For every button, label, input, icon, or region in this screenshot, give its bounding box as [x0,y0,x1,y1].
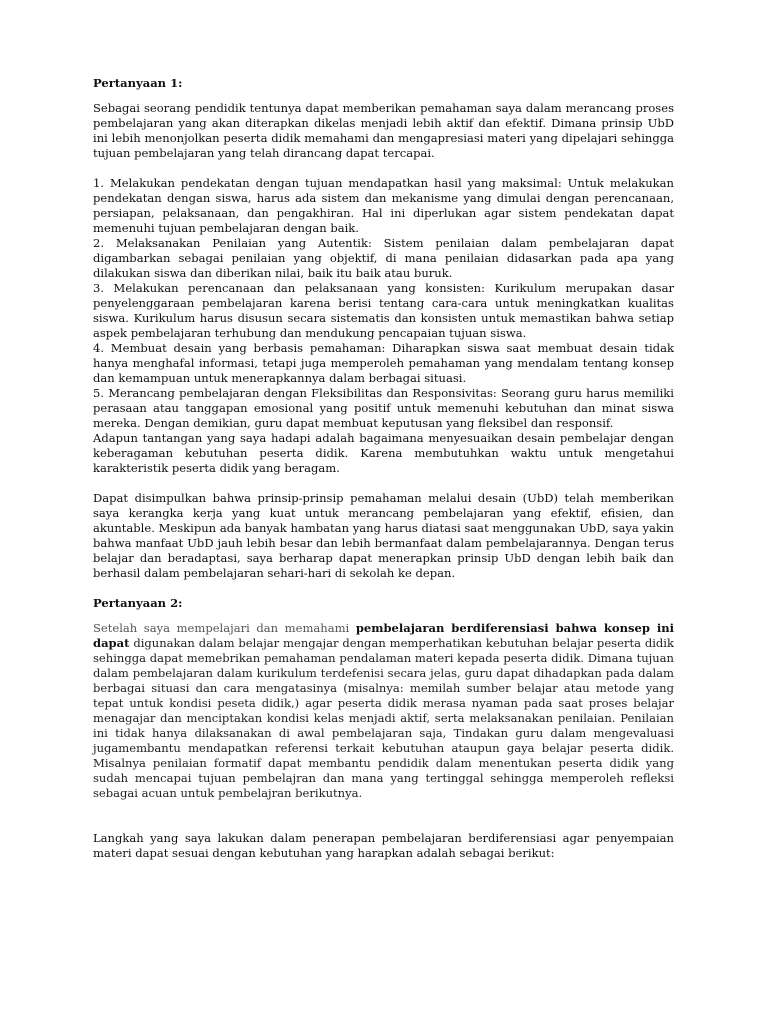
document-page [93,76,674,876]
question-1-list [93,176,674,476]
list-item: 1. Melakukan pendekatan dengan tujuan mendapatkan hasil yang maksimal: Untuk melakukan pendekatan dengan siswa, harus ada sistem dan mekanisme yang dimulai dengan perencanaan, persiapan, pelaksanaan, dan pengakhiran. Hal ini diperlukan agar sistem pendekatan dapat memenuhi tujuan pembelajaran dengan baik. [93,176,674,235]
list-item: 2. Melaksanakan Penilaian yang Autentik: Sistem penilaian dalam pembelajaran dapat digambarkan sebagai penilaian yang objektif, di mana penilaian didasarkan pada apa yang dilakukan siswa dan diberikan nilai, baik itu baik atau buruk. [93,236,674,280]
question-2-heading: Pertanyaan 2: [93,596,183,610]
question-2-body: digunakan dalam belajar mengajar dengan memperhatikan kebutuhan belajar peserta didik sehingga dapat memebrikan pemahaman pendalaman materi kepada peserta didik. Dimana tujuan dalam pembelajaran dalam kurikulum terdefenisi secara jelas, guru dapat dihadapkan pada dalam berbagai situasi dan cara mengatasinya (misalnya: memilah sumber belajar atau metode yang tepat untuk kondisi peseta didik,) agar peserta didik merasa nyaman pada saat proses belajar menagajar dan menciptakan kondisi kelas menjadi aktif, serta melaksanakan penilaian. Penilaian ini tidak hanya dilaksanakan di awal pembelajaran saja, Tindakan guru dalam mengevaluasi jugamembantu mendapatkan referensi terkait kebutuhan ataupun gaya belajar peserta didik. Misalnya penilaian formatif dapat membantu pendidik dalam menentukan peserta didik yang sudah mencapai tujuan pembelajran dan mana yang tertinggal sehingga memperoleh refleksi sebagai acuan untuk pembelajran berikutnya. [93,636,674,800]
list-item: 3. Melakukan perencanaan dan pelaksanaan yang konsisten: Kurikulum merupakan dasar penyelenggaraan pembelajaran karena berisi tentang cara-cara untuk meningkatkan kualitas siswa. Kurikulum harus disusun secara sistematis dan konsisten untuk memastikan bahwa setiap aspek pembelajaran terhubung dan mendukung pencapaian tujuan siswa. [93,281,674,340]
question-1-intro: Sebagai seorang pendidik tentunya dapat memberikan pemahaman saya dalam merancang proses pembelajaran yang akan diterapkan dikelas menjadi lebih aktif dan efektif. Dimana prinsip UbD ini lebih menonjolkan peserta didik memahami dan mengapresiasi materi yang dipelajari sehingga tujuan pembelajaran yang telah dirancang dapat tercapai. [93,101,674,160]
question-2-bold-phrase: pembelajaran berdiferensiasi bahwa konsep ini dapat [93,621,674,650]
list-item: 5. Merancang pembelajaran dengan Fleksibilitas dan Responsivitas: Seorang guru harus memiliki perasaan atau tanggapan emosional yang positif untuk memenuhi kebutuhan dan minat siswa mereka. Dengan demikian, guru dapat membuat keputusan yang fleksibel dan responsif. [93,386,674,430]
question-2-paragraph [93,621,674,801]
spacer [93,816,674,831]
list-item: 4. Membuat desain yang berbasis pemahaman: Diharapkan siswa saat membuat desain tidak hanya menghafal informasi, tetapi juga memperoleh pemahaman yang mendalam tentang konsep dan kemampuan untuk menerapkannya dalam berbagai situasi. [93,341,674,385]
challenge-paragraph: Adapun tantangan yang saya hadapi adalah bagaimana menyesuaikan desain pembelajar dengan keberagaman kebutuhan peserta didik. Karena membutuhkan waktu untuk mengetahui karakteristik peserta didik yang beragam. [93,431,674,475]
question-1-heading: Pertanyaan 1: [93,76,183,90]
question-2-steps-intro: Langkah yang saya lakukan dalam penerapan pembelajaran berdiferensiasi agar penyempaian materi dapat sesuai dengan kebutuhan yang harapkan adalah sebagai berikut: [93,831,674,860]
question-1-conclusion: Dapat disimpulkan bahwa prinsip-prinsip pemahaman melalui desain (UbD) telah memberikan saya kerangka kerja yang kuat untuk merancang pembelajaran yang efektif, efisien, dan akuntable. Meskipun ada banyak hambatan yang harus diatasi saat menggunakan UbD, saya yakin bahwa manfaat UbD jauh lebih besar dan lebih bermanfaat dalam pembelajarannya. Dengan terus belajar dan beradaptasi, saya berharap dapat menerapkan prinsip UbD dengan lebih baik dan berhasil dalam pembelajaran sehari-hari di sekolah ke depan. [93,491,674,580]
question-2-lead: Setelah saya mempelajari dan memahami [93,621,356,635]
